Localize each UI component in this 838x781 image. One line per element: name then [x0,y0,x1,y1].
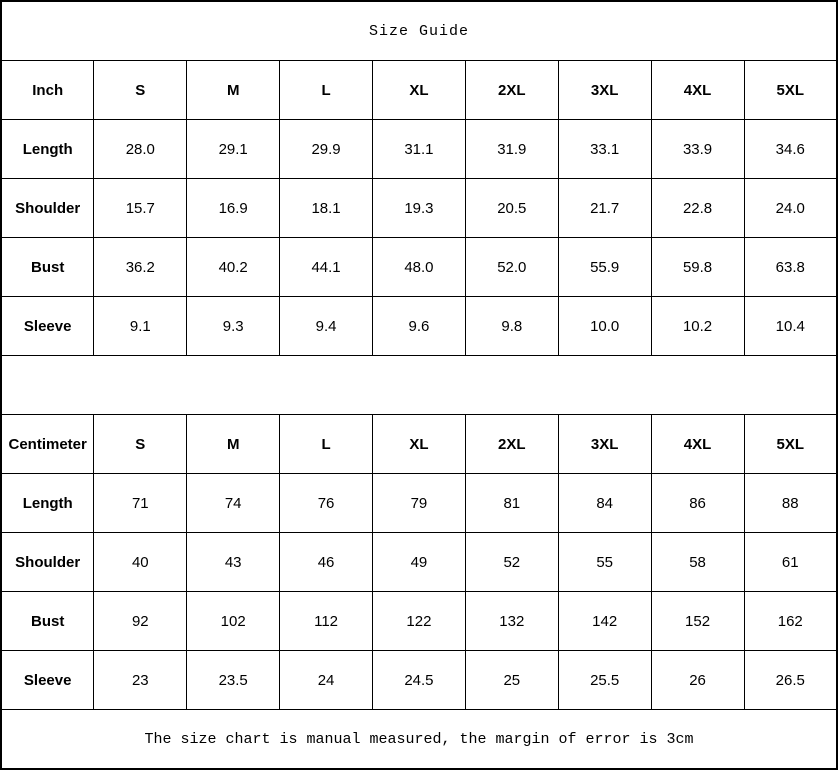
value-cell: 55 [558,533,651,592]
row-label-cell: Sleeve [1,297,94,356]
value-cell: 152 [651,592,744,651]
value-cell: 81 [465,474,558,533]
value-cell: 23 [94,651,187,710]
value-cell: 71 [94,474,187,533]
value-cell: 31.9 [465,120,558,179]
value-cell: 24.0 [744,179,837,238]
size-header-cell: 5XL [744,415,837,474]
unit-header-inch: Inch [1,61,94,120]
value-cell: 28.0 [94,120,187,179]
size-header-cell: 4XL [651,61,744,120]
size-header-cell: XL [373,61,466,120]
value-cell: 34.6 [744,120,837,179]
centimeter-header-row [1,415,837,474]
table-row [1,120,837,179]
row-label-cell: Sleeve [1,651,94,710]
value-cell: 10.0 [558,297,651,356]
table-row [1,651,837,710]
footer-row [1,710,837,770]
value-cell: 18.1 [280,179,373,238]
value-cell: 59.8 [651,238,744,297]
value-cell: 36.2 [94,238,187,297]
value-cell: 33.1 [558,120,651,179]
value-cell: 24.5 [373,651,466,710]
value-cell: 74 [187,474,280,533]
value-cell: 49 [373,533,466,592]
table-row [1,474,837,533]
value-cell: 10.2 [651,297,744,356]
table-row [1,179,837,238]
value-cell: 15.7 [94,179,187,238]
value-cell: 55.9 [558,238,651,297]
spacer-row [1,356,837,415]
size-header-cell: S [94,415,187,474]
value-cell: 86 [651,474,744,533]
value-cell: 16.9 [187,179,280,238]
row-label-cell: Shoulder [1,533,94,592]
value-cell: 9.3 [187,297,280,356]
value-cell: 58 [651,533,744,592]
row-label-cell: Length [1,474,94,533]
value-cell: 122 [373,592,466,651]
value-cell: 63.8 [744,238,837,297]
value-cell: 46 [280,533,373,592]
footer-note: The size chart is manual measured, the margin of error is 3cm [1,710,837,770]
value-cell: 92 [94,592,187,651]
table-row [1,238,837,297]
row-label-cell: Bust [1,592,94,651]
size-header-cell: M [187,415,280,474]
value-cell: 79 [373,474,466,533]
value-cell: 22.8 [651,179,744,238]
value-cell: 31.1 [373,120,466,179]
value-cell: 102 [187,592,280,651]
value-cell: 9.6 [373,297,466,356]
row-label-cell: Bust [1,238,94,297]
value-cell: 76 [280,474,373,533]
value-cell: 40 [94,533,187,592]
row-label-cell: Shoulder [1,179,94,238]
table-row [1,533,837,592]
value-cell: 40.2 [187,238,280,297]
size-header-cell: M [187,61,280,120]
size-header-cell: 2XL [465,61,558,120]
value-cell: 88 [744,474,837,533]
table-row [1,592,837,651]
value-cell: 44.1 [280,238,373,297]
value-cell: 112 [280,592,373,651]
value-cell: 25.5 [558,651,651,710]
size-header-cell: 5XL [744,61,837,120]
value-cell: 25 [465,651,558,710]
value-cell: 23.5 [187,651,280,710]
inch-header-row [1,61,837,120]
value-cell: 9.8 [465,297,558,356]
value-cell: 61 [744,533,837,592]
value-cell: 19.3 [373,179,466,238]
unit-header-centimeter: Centimeter [1,415,94,474]
size-header-cell: 3XL [558,61,651,120]
value-cell: 10.4 [744,297,837,356]
value-cell: 43 [187,533,280,592]
value-cell: 48.0 [373,238,466,297]
table-row [1,297,837,356]
value-cell: 9.1 [94,297,187,356]
value-cell: 9.4 [280,297,373,356]
value-cell: 24 [280,651,373,710]
size-header-cell: XL [373,415,466,474]
value-cell: 33.9 [651,120,744,179]
size-header-cell: 3XL [558,415,651,474]
value-cell: 52.0 [465,238,558,297]
title-row [1,1,837,61]
value-cell: 84 [558,474,651,533]
value-cell: 29.9 [280,120,373,179]
page-title: Size Guide [1,1,837,61]
value-cell: 52 [465,533,558,592]
spacer-cell [1,356,837,415]
size-header-cell: L [280,415,373,474]
value-cell: 29.1 [187,120,280,179]
size-header-cell: L [280,61,373,120]
value-cell: 26 [651,651,744,710]
value-cell: 142 [558,592,651,651]
size-header-cell: S [94,61,187,120]
value-cell: 132 [465,592,558,651]
size-header-cell: 4XL [651,415,744,474]
size-header-cell: 2XL [465,415,558,474]
value-cell: 162 [744,592,837,651]
row-label-cell: Length [1,120,94,179]
value-cell: 20.5 [465,179,558,238]
value-cell: 21.7 [558,179,651,238]
value-cell: 26.5 [744,651,837,710]
